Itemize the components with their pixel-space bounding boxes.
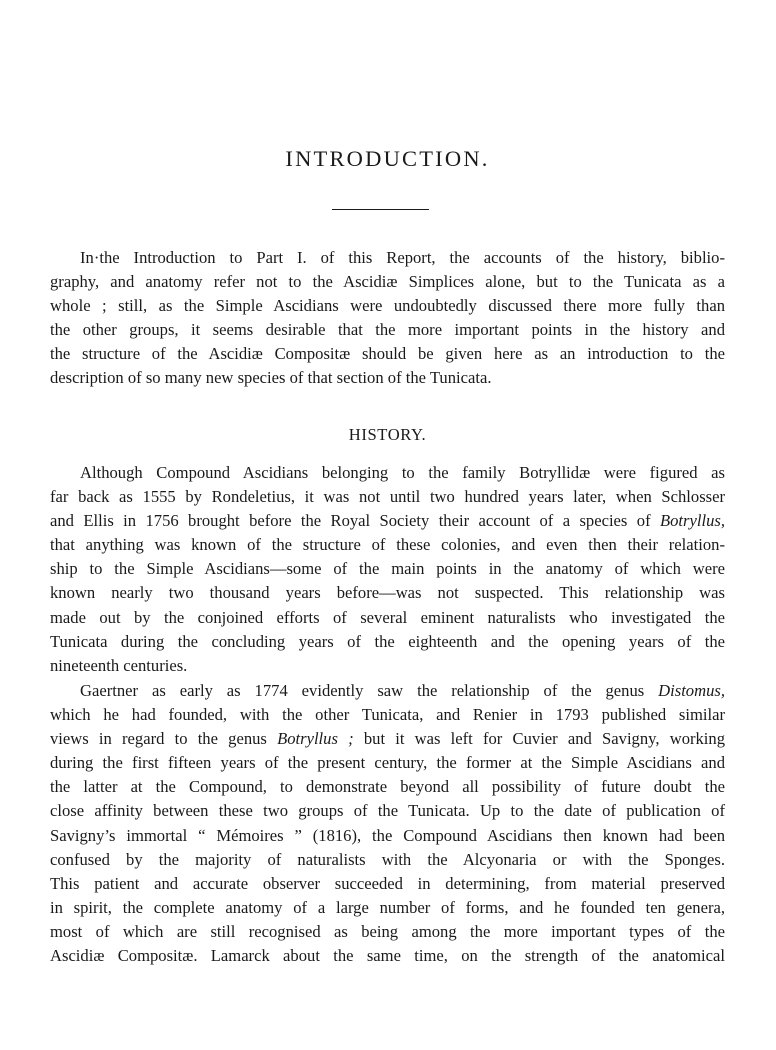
- intro-line: the structure of the Ascidiæ Compositæ should be given here as an introduction to the: [50, 344, 725, 364]
- history-line: far back as 1555 by Rondeletius, it was not until two hundred years later, when Schlosser: [50, 487, 725, 507]
- history-line: ship to the Simple Ascidians—some of the main points in the anatomy of which were: [50, 559, 725, 579]
- history-line: This patient and accurate observer succeeded in determining, from material preserved: [50, 873, 725, 893]
- intro-line: whole ; still, as the Simple Ascidians were undoubtedly discussed there more fully than: [50, 296, 725, 316]
- page-title: INTRODUCTION.: [285, 146, 490, 171]
- history-line: Savigny’s immortal “ Mémoires ” (1816), the Compound Ascidians then known had been: [50, 825, 725, 845]
- history-line: known nearly two thousand years before—was not suspected. This relationship was: [50, 583, 725, 603]
- history-text: views in regard to the genus: [50, 729, 278, 749]
- history-line: confused by the majority of naturalists with the Alcyonaria or with the Sponges.: [50, 849, 725, 869]
- history-line: made out by the conjoined efforts of several eminent naturalists who investigated the: [50, 607, 725, 627]
- genus-name: Botryllus ;: [277, 729, 354, 749]
- history-line: [50, 509, 725, 533]
- history-line: during the first fifteen years of the present century, the former at the Simple Ascidians and: [50, 753, 725, 773]
- history-line: [50, 727, 725, 751]
- history-line: close affinity between these two groups of the Tunicata. Up to the date of publication of: [50, 801, 725, 821]
- history-text: and Ellis in 1756 brought before the Royal Society their account of a species of: [50, 511, 660, 531]
- history-paragraph-2: [50, 679, 725, 968]
- intro-line: description of so many new species of that section of the Tunicata.: [50, 368, 492, 388]
- history-text: but it was left for Cuvier and Savigny, working: [353, 729, 726, 749]
- intro-line: In·the Introduction to Part I. of this Report, the accounts of the history, biblio-: [80, 248, 725, 267]
- history-line: nineteenth centuries.: [50, 655, 188, 675]
- history-text: Gaertner as early as 1774 evidently saw the relationship of the genus: [80, 681, 659, 700]
- genus-name: Botryllus,: [660, 511, 725, 531]
- history-line: most of which are still recognised as being among the more important types of the: [50, 921, 725, 941]
- genus-name: Distomus,: [658, 681, 725, 700]
- intro-line: the other groups, it seems desirable that the more important points in the history and: [50, 320, 725, 340]
- history-line: which he had founded, with the other Tunicata, and Renier in 1793 published similar: [50, 705, 725, 725]
- history-paragraph-1: [50, 461, 725, 678]
- title-divider: [332, 209, 429, 210]
- history-line: the latter at the Compound, to demonstrate beyond all possibility of future doubt the: [50, 777, 725, 797]
- history-line: Ascidiæ Compositæ. Lamarck about the same time, on the strength of the anatomical: [50, 946, 725, 966]
- section-heading-history: HISTORY.: [348, 425, 427, 444]
- history-line: that anything was known of the structure of these colonies, and even then their relation-: [50, 535, 725, 555]
- history-line: Although Compound Ascidians belonging to the family Botryllidæ were figured as: [80, 463, 725, 482]
- intro-line: graphy, and anatomy refer not to the Ascidiæ Simplices alone, but to the Tunicata as a: [50, 272, 725, 292]
- intro-paragraph: [50, 246, 725, 391]
- history-line: [50, 679, 725, 703]
- history-line: in spirit, the complete anatomy of a large number of forms, and he founded ten genera,: [50, 897, 725, 917]
- history-line: Tunicata during the concluding years of the eighteenth and the opening years of the: [50, 631, 725, 651]
